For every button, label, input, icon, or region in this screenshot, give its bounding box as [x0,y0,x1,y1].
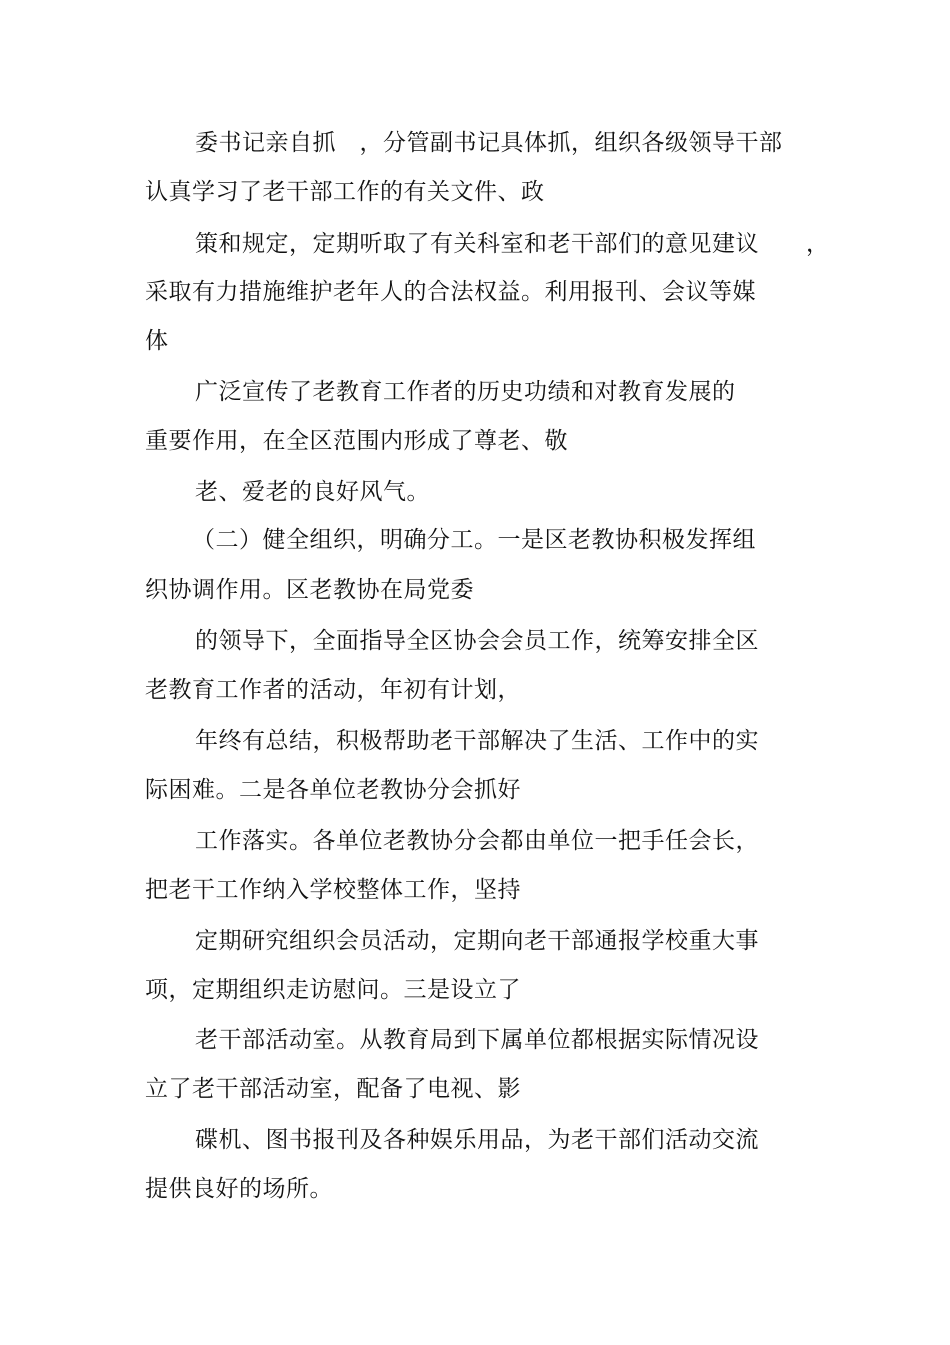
text-line: 老教育工作者的活动，年初有计划， [145,677,521,703]
text-line: ， [806,231,830,257]
text-line: 认真学习了老干部工作的有关文件、政 [145,179,545,205]
text-line: 策和规定，定期听取了有关科室和老干部们的意见建议 [195,231,759,257]
text-line: 委书记亲自抓 ，分管副书记具体抓，组织各级领导干部 [195,130,783,156]
text-line: 定期研究组织会员活动，定期向老干部通报学校重大事 [195,928,759,954]
text-line: 重要作用，在全区范围内形成了尊老、敬 [145,428,568,454]
text-line: 的领导下，全面指导全区协会会员工作，统筹安排全区 [195,628,759,654]
text-line: 织协调作用。区老教协在局党委 [145,577,474,603]
text-line: 年终有总结，积极帮助老干部解决了生活、工作中的实 [195,728,759,754]
text-line: 把老干工作纳入学校整体工作，坚持 [145,877,521,903]
text-line: 体 [145,328,169,354]
text-line: 采取有力措施维护老年人的合法权益。利用报刊、会议等媒 [145,279,756,305]
text-line: 广泛宣传了老教育工作者的历史功绩和对教育发展的 [195,379,736,405]
text-line: 老、爱老的良好风气。 [195,479,430,505]
text-line: 老干部活动室。从教育局到下属单位都根据实际情况设 [195,1027,759,1053]
text-line: 项，定期组织走访慰问。三是设立了 [145,977,521,1003]
text-line: 提供良好的场所。 [145,1176,333,1202]
text-line: 工作落实。各单位老教协分会都由单位一把手任会长， [195,828,759,854]
text-line: 碟机、图书报刊及各种娱乐用品，为老干部们活动交流 [195,1127,759,1153]
text-line: 际困难。二是各单位老教协分会抓好 [145,777,521,803]
text-line: （二）健全组织，明确分工。一是区老教协积极发挥组 [192,527,756,553]
text-line: 立了老干部活动室，配备了电视、影 [145,1076,521,1102]
